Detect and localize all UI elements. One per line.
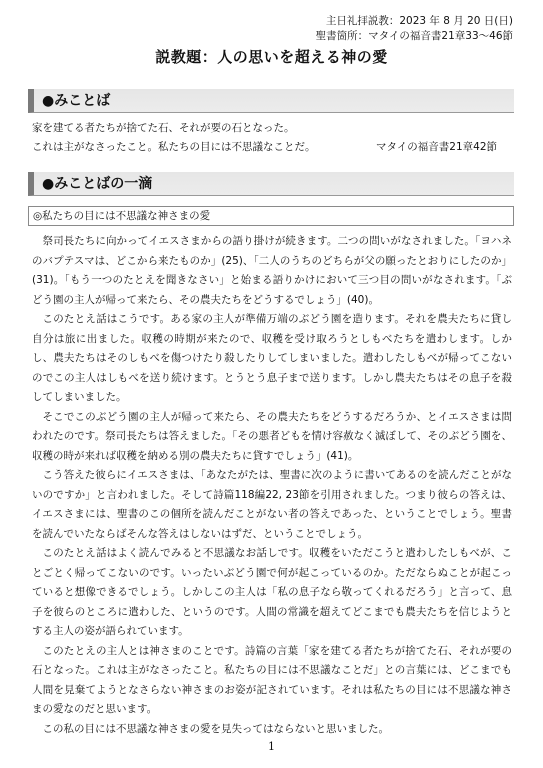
scripture-passage: 聖書箇所：マタイの福音書21章33～46節 (315, 30, 513, 42)
section-heading-word: ●みことば (28, 89, 514, 113)
page-number: 1 (268, 740, 275, 753)
subheading-box: ◎私たちの目には不思議な神さまの愛 (28, 206, 514, 226)
verse-reference: マタイの福音書21章42節 (375, 141, 497, 153)
sermon-body (32, 232, 512, 739)
verse-line-2: これは主がなさったこと。私たちの目には不思議なことだ。 (32, 141, 316, 153)
body-paragraph-4: こう答えた彼らにイエスさまは、「あなたがたは、聖書に次のように書いてあるのを読んだことがないのですか」と言われました。そして詩篇118編22, 23節を引用されました。つまり彼らの答えは、イエスさまには、聖書のこの個所を読んだことがない者の答えであった、ということでしょう。聖書を読んでいたならばそんな答えはしないはずだ、ということでしょう。 (32, 469, 512, 540)
body-paragraph-6: このたとえの主人とは神さまのことです。詩篇の言葉「家を建てる者たちが捨てた石、それが要の石となった。これは主がなさったこと。私たちの目には不思議なことだ」との言葉には、どこまでも人間を見棄てようとなさらない神さまのお姿が記されています。それは私たちの目には不思議な神さまの愛なのだと思います。 (32, 644, 512, 715)
body-paragraph-7: この私の目には不思議な神さまの愛を見失ってはならないと思いました。 (42, 722, 389, 735)
verse-line-1: 家を建てる者たちが捨てた石、それが要の石となった。 (32, 122, 295, 134)
sermon-date: 主日礼拝説教：2023 年 8 月 20 日(日) (325, 15, 513, 27)
body-paragraph-2: このたとえ話はこうです。ある家の主人が準備万端のぶどう園を造ります。それを農夫たちに貸し自分は旅に出ました。収穫の時期が来たので、収穫を受け取ろうとしもべたちを遣わします。しかし、農夫たちはそのしもべを傷つけたり殺したりしてしまいました。遣わしたしもべが帰ってこないのでこの主人はしもべを送り続けます。とうとう息子まで送ります。しかし農夫たちはその息子を殺してしまいました。 (32, 313, 512, 403)
body-paragraph-5: このたとえ話はよく読んでみると不思議なお話しです。収穫をいただこうと遣わしたしもべが、ことごとく帰ってこないのです。いったいぶどう園で何が起こっているのか。ただならぬことが起こっていると想像できるでしょう。しかしこの主人は「私の息子なら敬ってくれるだろう」と言って、息子を彼らのところに遣わした、というのです。人間の常識を超えてどこまでも農夫たちを信じようとする主人の姿が語られています。 (32, 547, 512, 637)
body-paragraph-1: 祭司長たちに向かってイエスさまからの語り掛けが続きます。二つの問いがなされました。「ヨハネのバプテスマは、どこから来たものか」(25)、「二人のうちのどちらが父の願ったとおりにしたのか」(31)。「もう一つのたとえを聞きなさい」と始まる語りかけにおいて三つ目の問いがなされます。「ぶどう園の主人が帰って来たら、その農夫たちをどうするでしょう」(40)。 (32, 235, 512, 306)
sermon-title: 説教題：人の思いを超える神の愛 (155, 48, 388, 66)
body-paragraph-3: そこでこのぶどう園の主人が帰って来たら、その農夫たちをどうするだろうか、とイエスさまは問われたのです。祭司長たちは答えました。「その悪者どもを情け容赦なく滅ぼして、そのぶどう園を、収穫の時が来れば収穫を納める別の農夫たちに貸すでしょう」(41)。 (32, 410, 512, 462)
section-heading-drop: ●みことばの一滴 (28, 172, 514, 196)
